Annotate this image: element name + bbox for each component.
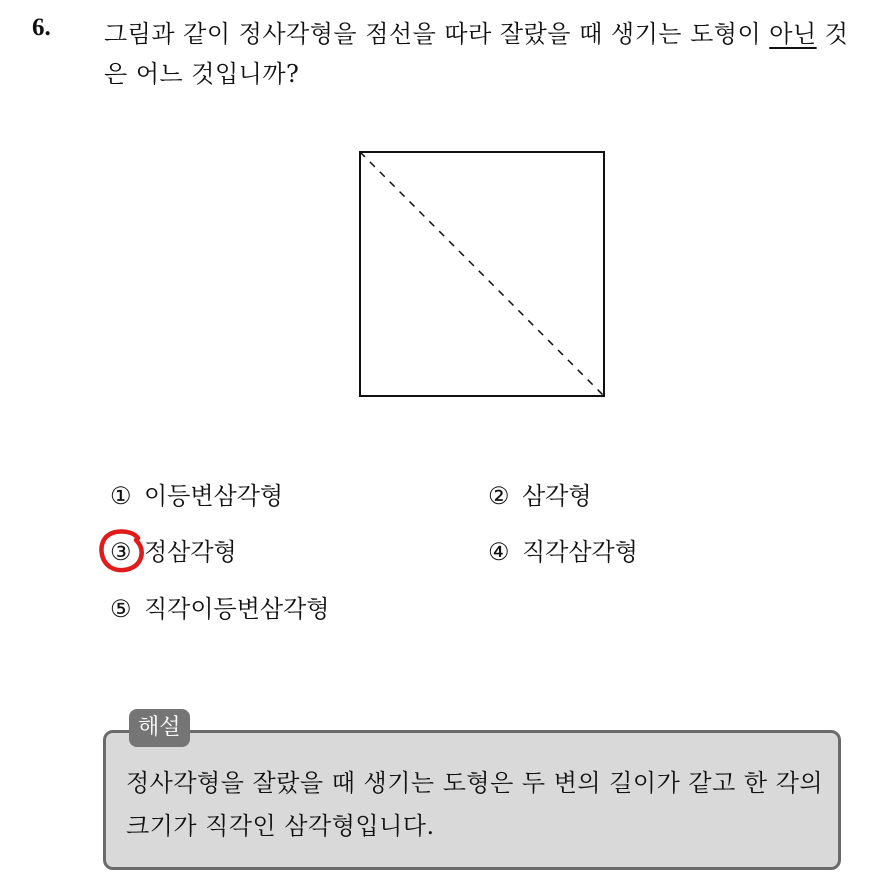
- square-figure: [359, 151, 605, 397]
- choice-4-label: 직각삼각형: [522, 538, 638, 566]
- explanation-tag: 해설: [129, 709, 190, 747]
- choice-2-label: 삼각형: [522, 482, 592, 510]
- question-text-after: 것은 어느 것입니까?: [104, 20, 849, 88]
- choice-4-mark: ④: [488, 538, 510, 566]
- choice-1-label: 이등변삼각형: [144, 482, 284, 510]
- choice-5-label: 직각이등변삼각형: [144, 595, 330, 623]
- choice-5[interactable]: [110, 594, 329, 624]
- question-text-before: 그림과 같이 정사각형을 점선을 따라 잘랐을 때 생기는 도형이: [104, 20, 770, 48]
- choice-1-mark: ①: [110, 482, 132, 510]
- dashed-diagonal: [360, 152, 604, 396]
- question-number: 6.: [32, 14, 51, 41]
- answer-circle-mark: [98, 528, 146, 574]
- explanation-text: 정사각형을 잘랐을 때 생기는 도형은 두 변의 길이가 같고 한 각의 크기가 직각인 삼각형입니다.: [126, 769, 824, 840]
- question-text: [104, 14, 864, 94]
- question-emphasis: 아닌: [769, 20, 817, 48]
- choice-3-mark: ③: [110, 538, 132, 566]
- choice-4[interactable]: [488, 537, 638, 567]
- choice-2-mark: ②: [488, 482, 510, 510]
- choice-2[interactable]: [488, 481, 592, 511]
- choice-5-mark: ⑤: [110, 595, 132, 623]
- choice-1[interactable]: [110, 481, 283, 511]
- choice-3-label: 정삼각형: [144, 538, 237, 566]
